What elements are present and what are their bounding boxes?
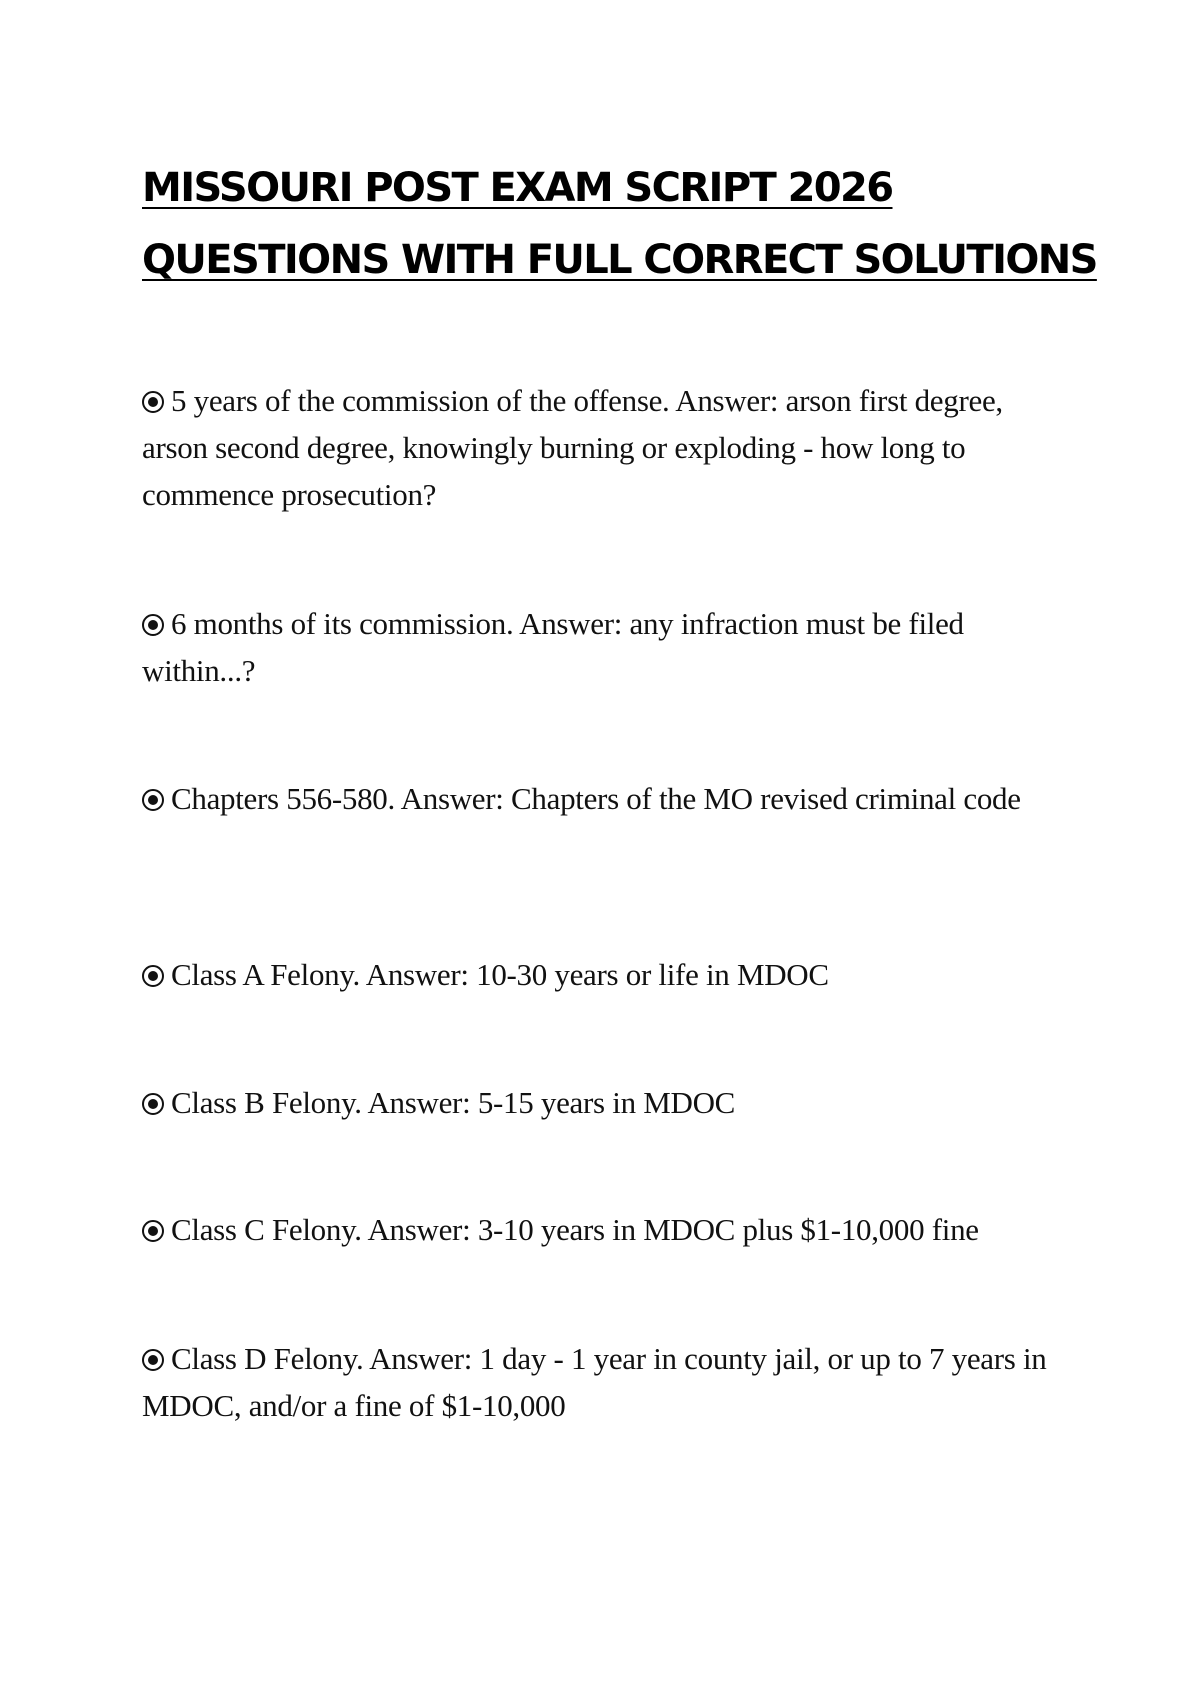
qa-item-text: Chapters 556-580. Answer: Chapters of the MO revised criminal code — [171, 781, 1021, 816]
radio-bullet-icon — [142, 789, 164, 811]
qa-item — [142, 951, 1072, 998]
qa-item-text: 5 years of the commission of the offense. Answer: arson first degree, arson second degree, knowingly burning or exploding - how long to commence prosecution? — [142, 383, 1003, 512]
qa-item — [142, 600, 1072, 694]
title-line — [142, 224, 1097, 296]
radio-bullet-icon — [142, 391, 164, 413]
title-line-text: QUESTIONS WITH FULL CORRECT SOLUTIONS — [142, 237, 1097, 283]
qa-item — [142, 1079, 1072, 1126]
radio-bullet-icon — [142, 965, 164, 987]
qa-item-text: Class D Felony. Answer: 1 day - 1 year in county jail, or up to 7 years in MDOC, and/or a fine of $1-10,000 — [142, 1341, 1047, 1423]
qa-item — [142, 1335, 1072, 1429]
qa-item-text: Class B Felony. Answer: 5-15 years in MDOC — [171, 1085, 736, 1120]
radio-bullet-icon — [142, 1220, 164, 1242]
qa-item — [142, 1206, 1072, 1253]
radio-bullet-icon — [142, 1349, 164, 1371]
qa-item-text: Class C Felony. Answer: 3-10 years in MDOC plus $1-10,000 fine — [171, 1212, 979, 1247]
radio-bullet-icon — [142, 1093, 164, 1115]
qa-item-text: 6 months of its commission. Answer: any infraction must be filed within...? — [142, 606, 964, 688]
qa-item-text: Class A Felony. Answer: 10-30 years or life in MDOC — [171, 957, 829, 992]
qa-item — [142, 775, 1072, 822]
title-line-text: MISSOURI POST EXAM SCRIPT 2026 — [142, 165, 893, 211]
document-title — [142, 152, 1097, 296]
title-line — [142, 152, 1097, 224]
radio-bullet-icon — [142, 614, 164, 636]
qa-item — [142, 377, 1072, 518]
